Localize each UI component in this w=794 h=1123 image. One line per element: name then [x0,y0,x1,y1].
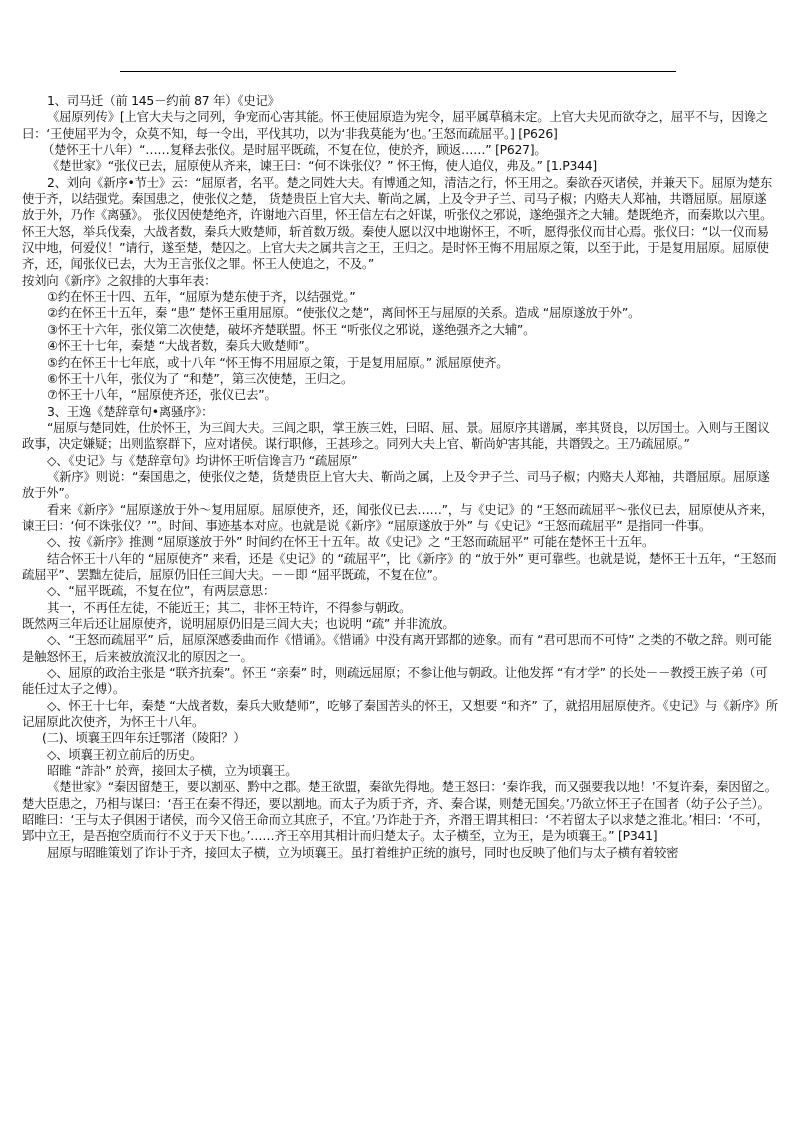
paragraph: ⑤约在怀王十七年底，或十八年 “怀王悔不用屈原之策，于是复用屈原。” 派屈原使齐。 [47,354,509,370]
body-text [22,93,778,861]
paragraph: ◇、怀王十七年，秦楚 “大战者数，秦兵大败楚师”，吃够了秦国苦头的怀王，又想要 “和齐” 了，就招用屈原使齐。《史记》与《新序》所记屈原此次使齐，为怀王十八年。 [22,697,778,730]
paragraph: 昭睢 “詐訃” 於齊，接回太子横，立为顷襄王。 [47,763,298,779]
paragraph: 《楚世家》“秦因留楚王，要以割巫、黔中之郡。楚王欲盟，秦欲先得地。楚王怒曰：‘秦诈我，而又强要我以地！’不复许秦，秦因留之。 楚大臣患之，乃相与谋曰：‘吾王在秦不得还，要以割地。而太子为质于齐，齐、秦合谋，则楚无国矣。’乃欲立怀王子在国者（幼子公子兰）。昭睢曰：‘王与太子俱困于诸侯，而今又倍王命而立其庶子，不宜。’乃诈赴于齐，齐湣王谓其相曰：‘不若留太子以求楚之淮北。’相曰：‘不可，郢中立王，是吾抱空质而行不义于天下也。’……齐王卒用其相计而归楚太子。太子横至，立为王，是为顷襄王。” [P341] [22,779,777,844]
paragraph: “屈原与楚同姓，仕於怀王，为三闾大夫。三闾之职，掌王族三姓，曰昭、屈、景。屈原序其谱属，率其贤良，以厉国士。入则与王图议政事，决定嫌疑；出则监察群下，应对诸侯。谋行职修，王甚珍之。同列大夫上官、靳尚妒害其能，共谮毁之。王乃疏屈原。” [22,419,770,452]
paragraph: ◇、屈原的政治主张是 “联齐抗秦”。怀王 “亲秦” 时，则疏远屈原；不参让他与朝政。让他发挥 “有才学” 的长处－－教授王族子弟（可能任过太子之傅）。 [22,665,768,697]
paragraph: 《楚世家》“张仪已去，屈原使从齐来，谏王曰：“何不诛张仪？” 怀王悔，使人追仪，弗及。” [1.P344] [47,158,597,174]
paragraph: 看来《新序》“屈原遂放于外～复用屈原。屈原使齐，还，闻张仪已去……”，与《史记》的 “王怒而疏屈平～张仪已去，屈原使从齐来，谏王曰：‘何不诛张仪？’”。时间、事迹基本对应。也就是说《新序》“屈原遂放于外” 与《史记》“王怒而疏屈平” 是指同一件事。 [22,501,774,533]
paragraph: 3、王逸《楚辞章句•离骚序》： [47,403,214,419]
paragraph: 屈原与昭睢策划了诈讣于齐，接回太子横，立为顷襄王。虽打着维护正统的旗号，同时也反映了他们与太子横有着较密 [47,844,679,860]
paragraph: (二)、顷襄王四年东迁鄂渚（陵阳？） [42,730,246,746]
paragraph: ②约在怀王十五年，秦 “患” 楚怀王重用屈原。“使张仪之楚”，离间怀王与屈原的关系。造成 “屈原遂放于外”。 [47,305,641,321]
paragraph: （楚怀王十八年）“……复释去张仪。是时屈平既疏，不复在位，使於齐，顾返……” [P627]。 [42,142,547,158]
paragraph: ③怀王十六年，张仪第二次使楚，破坏齐楚联盟。怀王 “听张仪之邪说，遂绝强齐之大辅”。 [47,321,536,337]
paragraph: 《屈原列传》[上官大夫与之同列，争宠而心害其能。怀王使屈原造为宪令，屈平属草稿未定。上官大夫见而欲夺之，屈平不与，因谗之曰：‘王使屈平为令，众莫不知，每一令出，平伐其功，以为‘非我莫能为’也。’王怒而疏屈平。] [P626] [22,109,768,141]
paragraph: ◇、顷襄王初立前后的历史。 [47,746,202,762]
paragraph: 结合怀王十八年的 “屈原使齐” 来看，还是《史记》的 “疏屈平”，比《新序》的 “放于外” 更可靠些。也就是说，楚怀王十五年，“王怒而疏屈平”、罢黜左徒后，屈原仍旧任三闾大夫。－－即 “屈平既疏，不复在位”。 [22,550,777,582]
header-rule [120,71,676,72]
paragraph: 《新序》则说：“秦国患之，使张仪之楚，货楚贵臣上官大夫、靳尚之属，上及令尹子兰、司马子椒；内赂夫人郑袖，共谮屈原。屈原遂放于外”。 [22,468,770,501]
paragraph: 其一，不再任左徒，不能近王；其二，非怀王特许，不得参与朝政。 [47,599,412,615]
paragraph: ④怀王十七年，秦楚 “大战者数，秦兵大败楚师”。 [47,338,317,354]
paragraph: ⑦怀王十八年，“屈原使齐还，张仪已去”。 [47,387,277,403]
paragraph: ①约在怀王十四、五年，“屈原为楚东使于齐，以结强党。” [47,289,356,305]
paragraph: 2、刘向《新序•节士》云：“屈原者，名平。楚之同姓大夫。有博通之知，清洁之行，怀王用之。秦欲吞灭诸侯，并兼天下。屈原为楚东使于齐，以结强党。秦国患之，使张仪之楚， 货楚贵臣上官大夫、靳尚之属，上及令尹子兰、司马子椒；内赂夫人郑袖，共谮屈原。屈原遂放于外，乃作《离骚》。 张仪因使楚绝齐，许谢地六百里，怀王信左右之奸谋，听张仪之邪说，遂绝强齐之大辅。楚既绝齐，而秦欺以六里。怀王大怒，举兵伐秦，大战者数，秦兵大败楚师，斩首数万级。秦使人愿以汉中地谢怀王，不听，愿得张仪而甘心焉。张仪曰：“以一仪而易汉中地，何爱仪！”请行，遂至楚，楚囚之。上官大夫之属共言之王，王归之。是时怀王悔不用屈原之策，以至于此，于是复用屈原。屈原使齐，还，闻张仪已去，大为王言张仪之罪。怀王人使追之，不及。” [22,174,773,272]
paragraph: ◇、《史记》与《楚辞章句》均讲怀王听信谗言乃 “疏屈原” [47,452,358,468]
paragraph: 1、司马迁（前 145－约前 87 年）《史记》 [47,93,280,108]
paragraph: 既然两三年后还让屈原使齐，说明屈原仍旧是三闾大夫；也说明 “疏” 并非流放。 [22,616,455,631]
paragraph: ◇、按《新序》推测 “屈原遂放于外” 时间约在怀王十五年。故《史记》之 “王怒而疏屈平” 可能在楚怀王十五年。 [47,534,655,550]
paragraph: 按刘向《新序》之叙排的大事年表： [22,272,217,288]
paragraph: ⑥怀王十八年，张仪为了 “和楚”，第三次使楚，王归之。 [47,370,354,386]
paragraph: ◇、“屈平既疏，不复在位”，有两层意思： [47,583,276,599]
paragraph: ◇、“王怒而疏屈平” 后，屈原深感委曲而作《惜诵》。《惜诵》中没有离开郢都的迹象。而有 “君可思而不可恃” 之类的不敬之辞。则可能是触怒怀王，后来被放流汉北的原因之一。 [22,632,772,664]
